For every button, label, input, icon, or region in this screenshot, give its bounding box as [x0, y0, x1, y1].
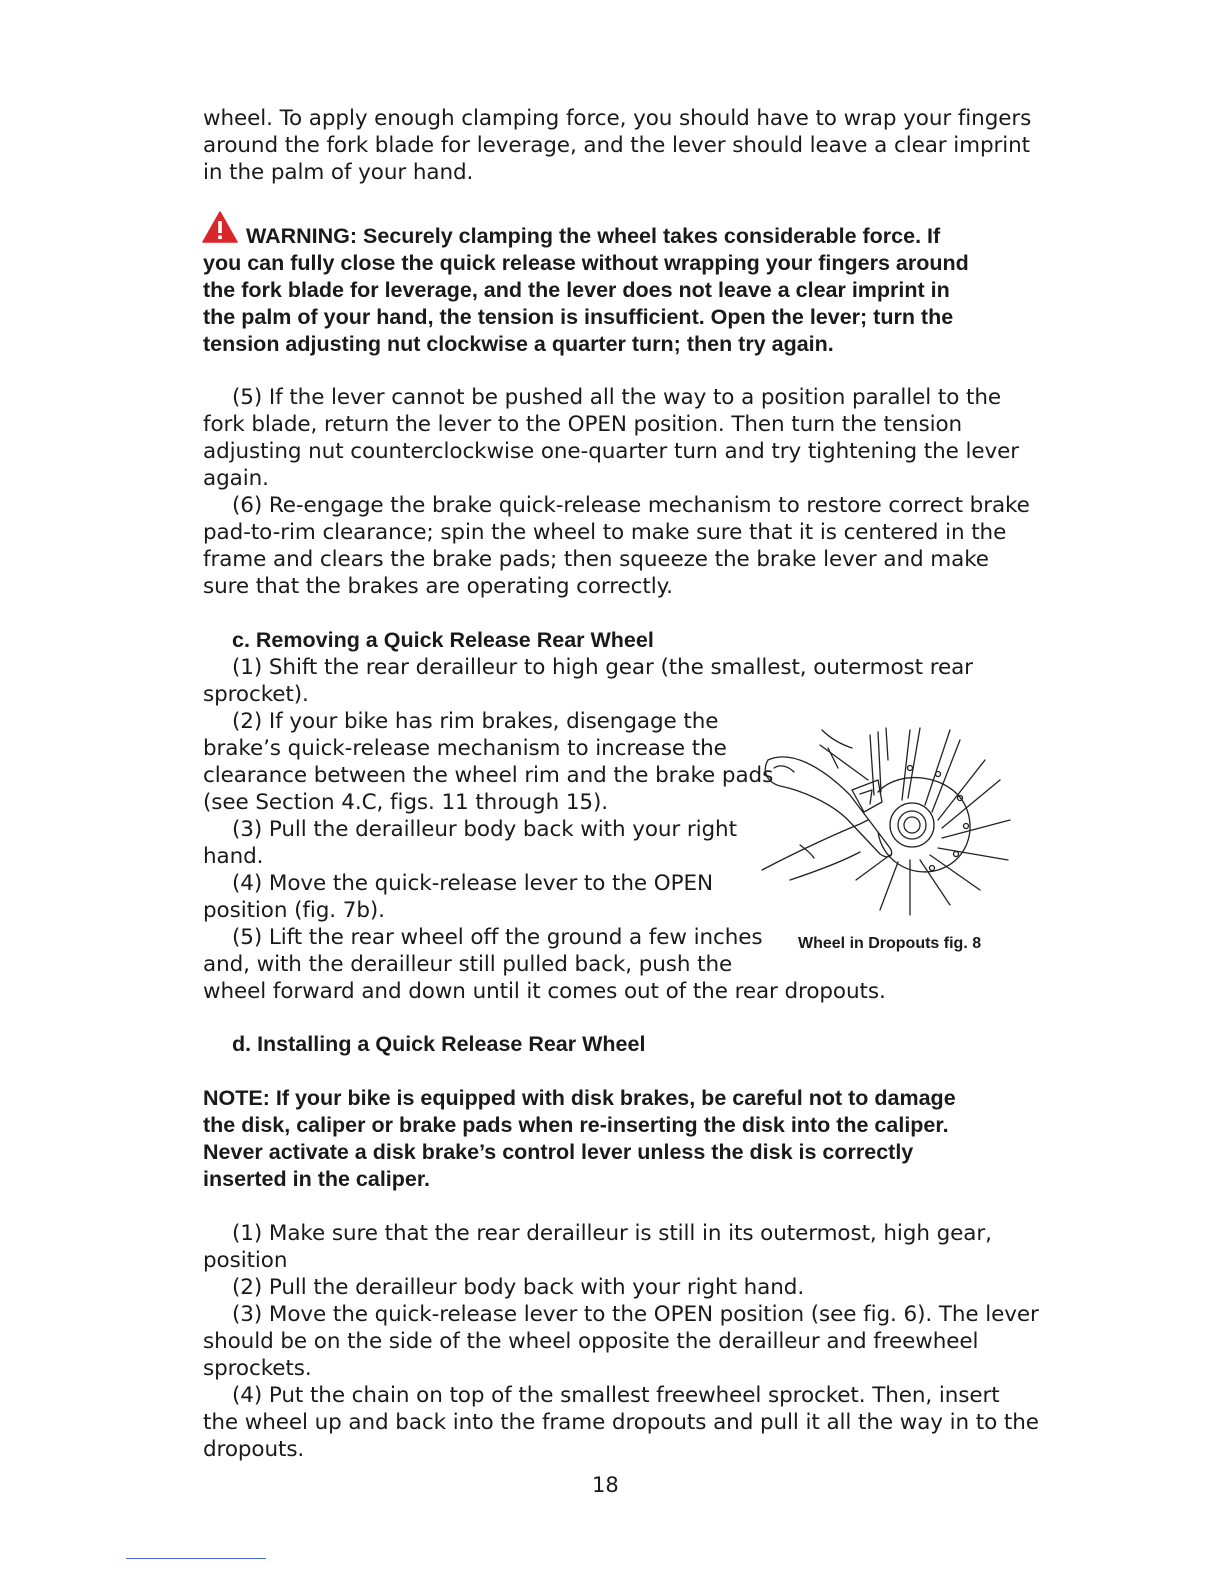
warning-line: WARNING: Securely clamping the wheel takes considerable force. If	[246, 224, 941, 248]
step-line: (1) Make sure that the rear derailleur is still in its outermost, high gear,	[232, 1221, 992, 1246]
step-line: hand.	[203, 844, 264, 869]
step-line: pad-to-rim clearance; spin the wheel to make sure that it is centered in the	[203, 520, 1007, 545]
footnote-rule	[126, 1558, 266, 1559]
step-line: (2) If your bike has rim brakes, disengage the	[232, 709, 719, 734]
step-line: position	[203, 1248, 288, 1273]
step-line: (1) Shift the rear derailleur to high gear (the smallest, outermost rear	[232, 655, 973, 680]
step-line: (4) Put the chain on top of the smallest freewheel sprocket. Then, insert	[232, 1383, 1000, 1408]
section-heading: c. Removing a Quick Release Rear Wheel	[232, 628, 654, 652]
section-heading: d. Installing a Quick Release Rear Wheel	[232, 1032, 646, 1056]
step-line: the wheel up and back into the frame dropouts and pull it all the way in to the	[203, 1410, 1039, 1435]
step-line: frame and clears the brake pads; then squeeze the brake lever and make	[203, 547, 989, 572]
step-line: again.	[203, 466, 269, 491]
step-line: brake’s quick-release mechanism to increase the	[203, 736, 727, 761]
intro-line: around the fork blade for leverage, and the lever should leave a clear imprint	[203, 133, 1030, 158]
step-line: and, with the derailleur still pulled back, push the	[203, 952, 733, 977]
step-line: (3) Move the quick-release lever to the OPEN position (see fig. 6). The lever	[232, 1302, 1039, 1327]
step-line: wheel forward and down until it comes out of the rear dropouts.	[203, 979, 886, 1004]
step-line: position (fig. 7b).	[203, 898, 385, 923]
step-line: (5) Lift the rear wheel off the ground a few inches	[232, 925, 763, 950]
step-line: (5) If the lever cannot be pushed all the way to a position parallel to the	[232, 385, 1001, 410]
warning-line: the fork blade for leverage, and the lever does not leave a clear imprint in	[203, 278, 950, 302]
step-line: (2) Pull the derailleur body back with your right hand.	[232, 1275, 805, 1300]
step-line: clearance between the wheel rim and the brake pads	[203, 763, 774, 788]
step-line: (see Section 4.C, figs. 11 through 15).	[203, 790, 609, 815]
note-line: NOTE: If your bike is equipped with disk brakes, be careful not to damage	[203, 1086, 956, 1110]
wheel-in-dropouts-figure	[760, 720, 1012, 920]
warning-line: the palm of your hand, the tension is insufficient. Open the lever; turn the	[203, 305, 954, 329]
warning-triangle-icon	[202, 211, 238, 243]
note-line: Never activate a disk brake’s control lever unless the disk is correctly	[203, 1140, 914, 1164]
step-line: sprockets.	[203, 1356, 312, 1381]
step-line: (6) Re-engage the brake quick-release mechanism to restore correct brake	[232, 493, 1030, 518]
warning-line: you can fully close the quick release without wrapping your fingers around	[203, 251, 969, 275]
warning-line: tension adjusting nut clockwise a quarter turn; then try again.	[203, 332, 834, 356]
intro-line: in the palm of your hand.	[203, 160, 474, 185]
step-line: sprocket).	[203, 682, 309, 707]
step-line: (3) Pull the derailleur body back with your right	[232, 817, 737, 842]
step-line: fork blade, return the lever to the OPEN position. Then turn the tension	[203, 412, 963, 437]
step-line: should be on the side of the wheel opposite the derailleur and freewheel	[203, 1329, 979, 1354]
step-line: sure that the brakes are operating correctly.	[203, 574, 673, 599]
page-number: 18	[592, 1473, 619, 1497]
note-line: the disk, caliper or brake pads when re-inserting the disk into the caliper.	[203, 1113, 949, 1137]
intro-line: wheel. To apply enough clamping force, you should have to wrap your fingers	[203, 106, 1032, 131]
step-line: dropouts.	[203, 1437, 305, 1462]
step-line: (4) Move the quick-release lever to the OPEN	[232, 871, 713, 896]
step-line: adjusting nut counterclockwise one-quarter turn and try tightening the lever	[203, 439, 1019, 464]
figure-caption: Wheel in Dropouts fig. 8	[798, 935, 982, 952]
note-line: inserted in the caliper.	[203, 1167, 431, 1191]
